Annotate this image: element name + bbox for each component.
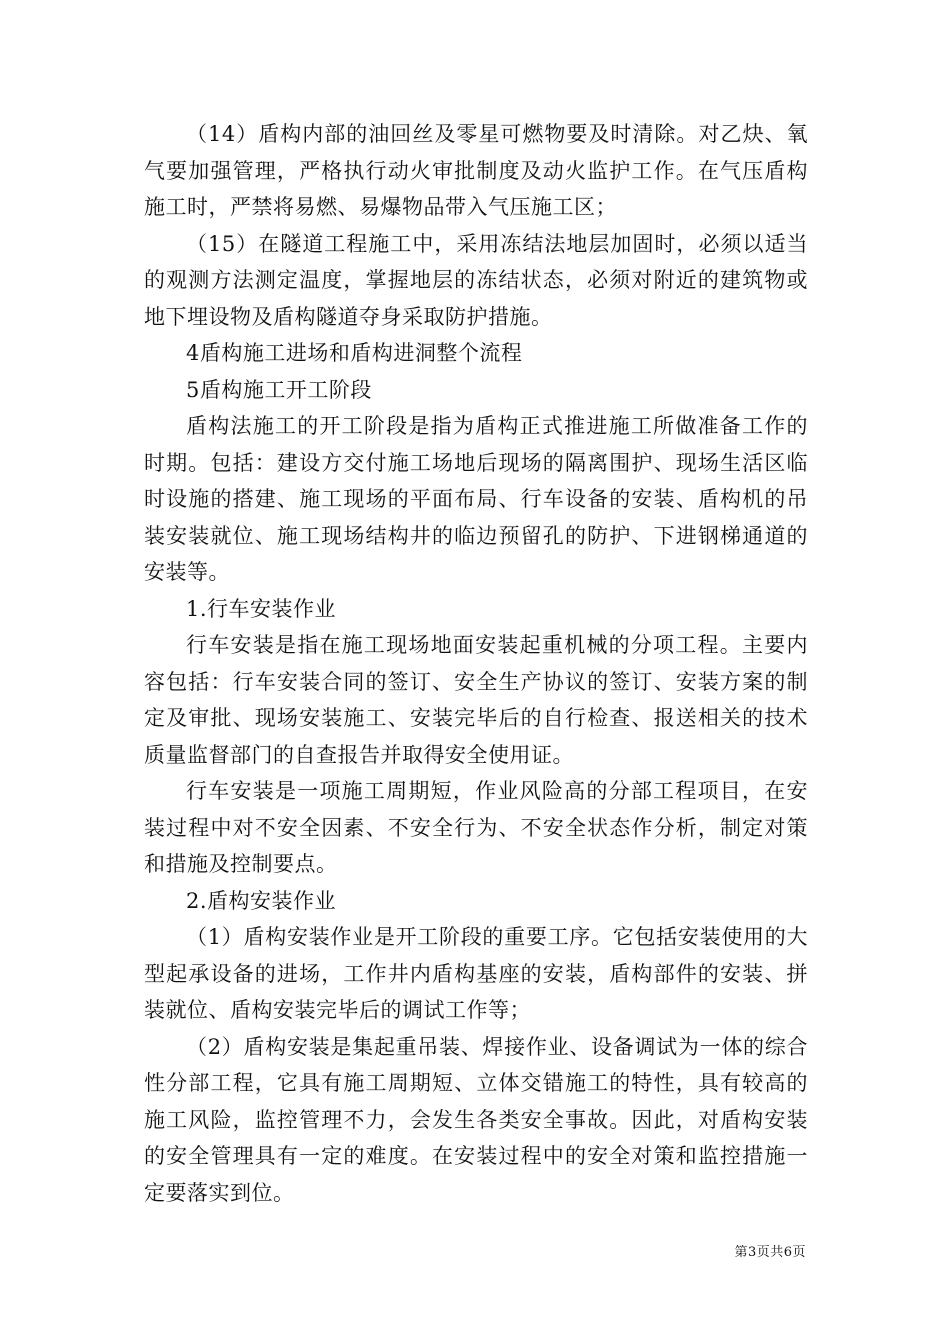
paragraph-crane-installation-risk: 行车安装是一项施工周期短，作业风险高的分部工程项目，在安装过程中对不安全因素、不安全行为、不安全状态作分析，制定对策和措施及控制要点。 [144, 779, 808, 876]
page-number-footer: 第3页共6页 [734, 1245, 806, 1260]
paragraph-start-phase: 盾构法施工的开工阶段是指为盾构正式推进施工所做准备工作的时期。包括：建设方交付施工场地后现场的隔离围护、现场生活区临时设施的搭建、施工现场的平面布局、行车设备的安装、盾构机的吊装安装就位、施工现场结构井的临边预留孔的防护、下进钢梯通道的安装等。 [144, 414, 808, 584]
subheading-shield-installation: 2.盾构安装作业 [186, 888, 337, 913]
paragraph-item-15: （15）在隧道工程施工中，采用冻结法地层加固时，必须以适当的观测方法测定温度，掌握地层的冻结状态，必须对附近的建筑物或地下埋设物及盾构隧道夺身采取防护措施。 [144, 231, 808, 329]
section-heading-5: 5盾构施工开工阶段 [186, 377, 372, 402]
section-heading-4: 4盾构施工进场和盾构进洞整个流程 [186, 341, 523, 365]
document-body [144, 116, 808, 1211]
paragraph-shield-installation-1: （1）盾构安装作业是开工阶段的重要工序。它包括安装使用的大型起承设备的进场，工作井内盾构基座的安装，盾构部件的安装、拼装就位、盾构安装完毕后的调试工作等； [144, 925, 808, 1022]
subheading-crane-installation: 1.行车安装作业 [186, 596, 337, 621]
paragraph-shield-installation-2: （2）盾构安装是集起重吊装、焊接作业、设备调试为一体的综合性分部工程，它具有施工周期短、立体交错施工的特性，具有较高的施工风险，监控管理不力，会发生各类安全事故。因此，对盾构安装的安全管理具有一定的难度。在安装过程中的安全对策和监控措施一定要落实到位。 [144, 1034, 808, 1205]
paragraph-item-14: （14）盾构内部的油回丝及零星可燃物要及时清除。对乙炔、氧气要加强管理，严格执行动火审批制度及动火监护工作。在气压盾构施工时，严禁将易燃、易爆物品带入气压施工区； [144, 122, 808, 219]
paragraph-crane-installation-definition: 行车安装是指在施工现场地面安装起重机械的分项工程。主要内容包括：行车安装合同的签订、安全生产协议的签订、安装方案的制定及审批、现场安装施工、安装完毕后的自行检查、报送相关的技术质量监督部门的自查报告并取得安全使用证。 [144, 633, 808, 767]
